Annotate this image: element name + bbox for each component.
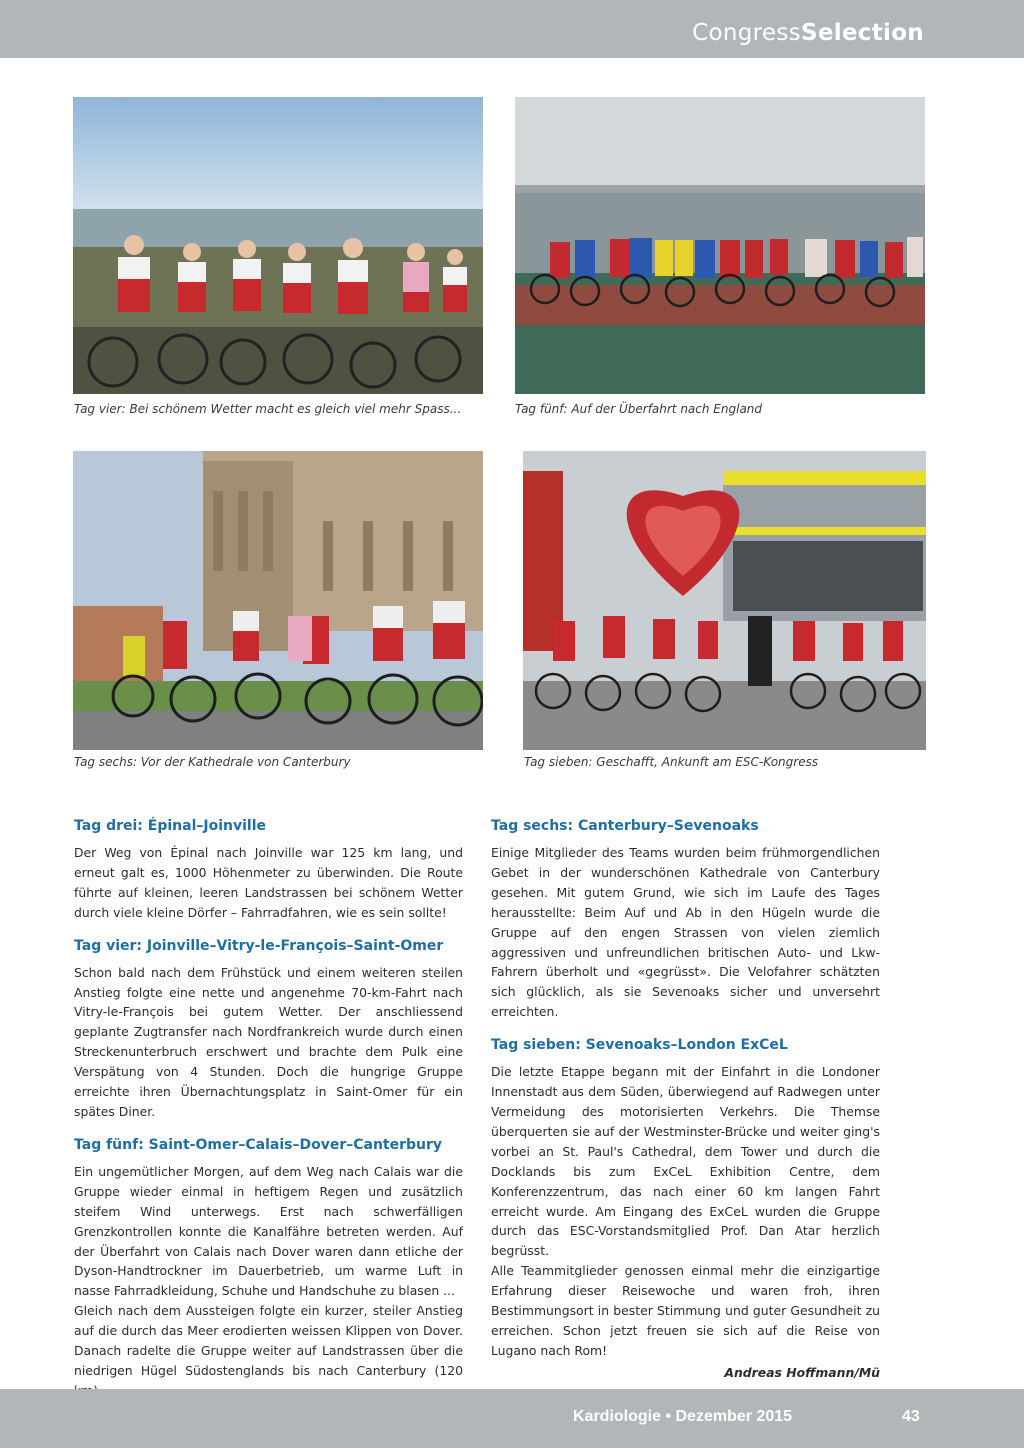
photo-day-five: [515, 97, 925, 394]
footer-bar: [0, 1389, 1024, 1448]
photo-caption: Tag vier: Bei schönem Wetter macht es gleich viel mehr Spass...: [74, 402, 462, 416]
page-number: 43: [902, 1408, 920, 1425]
section-heading: Tag vier: Joinville–Vitry-le-François–Saint-Omer: [74, 937, 444, 954]
journal-issue: Kardiologie • Dezember 2015: [573, 1408, 793, 1425]
brand-bold: Selection: [800, 20, 924, 46]
section-body: Gleich nach dem Aussteigen folgte ein kurzer, steiler Anstieg auf die durch das Meer erodierten weissen Klippen von Dover. Danach radelte die Gruppe weiter auf Landstrassen über die niedrigen Hügel Südostenglands bis nach Canterbury (120: [74, 1303, 463, 1378]
section-heading: Tag fünf: Saint-Omer–Calais–Dover–Canterbury: [74, 1136, 443, 1153]
section-body: Ein ungemütlicher Morgen, auf dem Weg nach Calais war die Gruppe wieder einmal in heftigem Regen und zusätzlich steifem Wind unterwegs. Erst nach schwerfälligen Grenzkontrollen konnte die Kanalfähre betreten werden. Auf der Überfahrt von Calais nach Dover waren dann etliche der Dyson-Handtrockner im Dauerbetrieb, um warme Luft in nasse Fahrradkleidung, Schuhe und Handschuhe zu blasen ...: [74, 1163, 463, 1299]
article-column-right: [491, 815, 880, 1405]
photo-caption: Tag sieben: Geschafft, Ankunft am ESC-Kongress: [524, 755, 819, 769]
photo-day-seven: [523, 451, 926, 750]
brand-light: Congress: [692, 20, 801, 46]
photo-caption: Tag fünf: Auf der Überfahrt nach England: [515, 402, 763, 416]
section-body: Die letzte Etappe begann mit der Einfahrt in die Londoner Innenstadt aus dem Süden, überwiegend auf Radwegen unter Vermeidung des motorisierten Verkehrs. Die Themse überquerten sie auf der Westminster-Brücke und weiter ging's vorbei an St. Paul's Cathedral, dem Tower und durch die Docklands bis zum ExCeL Exhibition Centre, dem Konferenzzentrum, das nach einer 60 km langen Fahrt erreicht wurde. Am Eingang des ExCeL wurden die Gruppe durch das ESC-Vorstandsmitglied Prof. Dan Atar herzlich begrüsst.: [491, 1064, 880, 1259]
section-heading: Tag drei: Épinal–Joinville: [74, 818, 266, 834]
photo-day-four: [73, 97, 483, 394]
brand-logo: [692, 18, 924, 48]
section-body: Schon bald nach dem Frühstück und einem weiteren steilen Anstieg folgte eine nette und angenehme 70-km-Fahrt nach Vitry-le-François bei gutem Wetter. Der anschliessend geplante Zugtransfer nach Nordfrankreich wurde durch einen Streckenunterbruch erschwert und brachte dem Pulk eine Verspätung von 4 Stunden. Doch die hungrige Gruppe erreichte ihren Übernachtungsplatz in Saint-Omer für ein spätes Diner.: [74, 964, 463, 1119]
section-body: Der Weg von Épinal nach Joinville war 125 km lang, und erneut galt es, 1000 Höhenmeter zu überwinden. Die Route führte auf kleinen, leeren Landstrassen bei schönem Wetter durch viele kleine Dörfer – Fahrradfahren, wie es sein sollte!: [74, 845, 463, 920]
photo-caption: Tag sechs: Vor der Kathedrale von Canterbury: [74, 755, 351, 769]
section-body: Alle Teammitglieder genossen einmal mehr die einzigartige Erfahrung dieser Reisewoche und waren froh, ihren Bestimmungsort in bester Stimmung und guter Gesundheit zu erreichen. Schon jetzt freuen sie sich auf die Reise von Lugano nach Rom!: [491, 1263, 880, 1358]
section-body: Einige Mitglieder des Teams wurden beim frühmorgendlichen Gebet in der wunderschönen Kathedrale von Canterbury gesehen. Mit gutem Grund, wie sich im Laufe des Tages herausstellte: Beim Auf und Ab in den Hügeln wurde die Gruppe auf den engen Strassen von vielen ziemlich aggressiven und unfreundlichen britischen Auto- und Lkw-Fahrern überholt und «gegrüsst». Die Velofahrer schätzten sich glücklich, als sie Sevenoaks sicher und unversehrt erreichten.: [491, 845, 880, 1020]
photo-day-six: [73, 451, 483, 750]
section-heading: Tag sieben: Sevenoaks–London ExCeL: [491, 1037, 788, 1054]
section-heading: Tag sechs: Canterbury–Sevenoaks: [491, 818, 759, 834]
author-signature: Andreas Hoffmann/Mü: [724, 1364, 880, 1380]
article-column-left: [74, 815, 463, 1401]
